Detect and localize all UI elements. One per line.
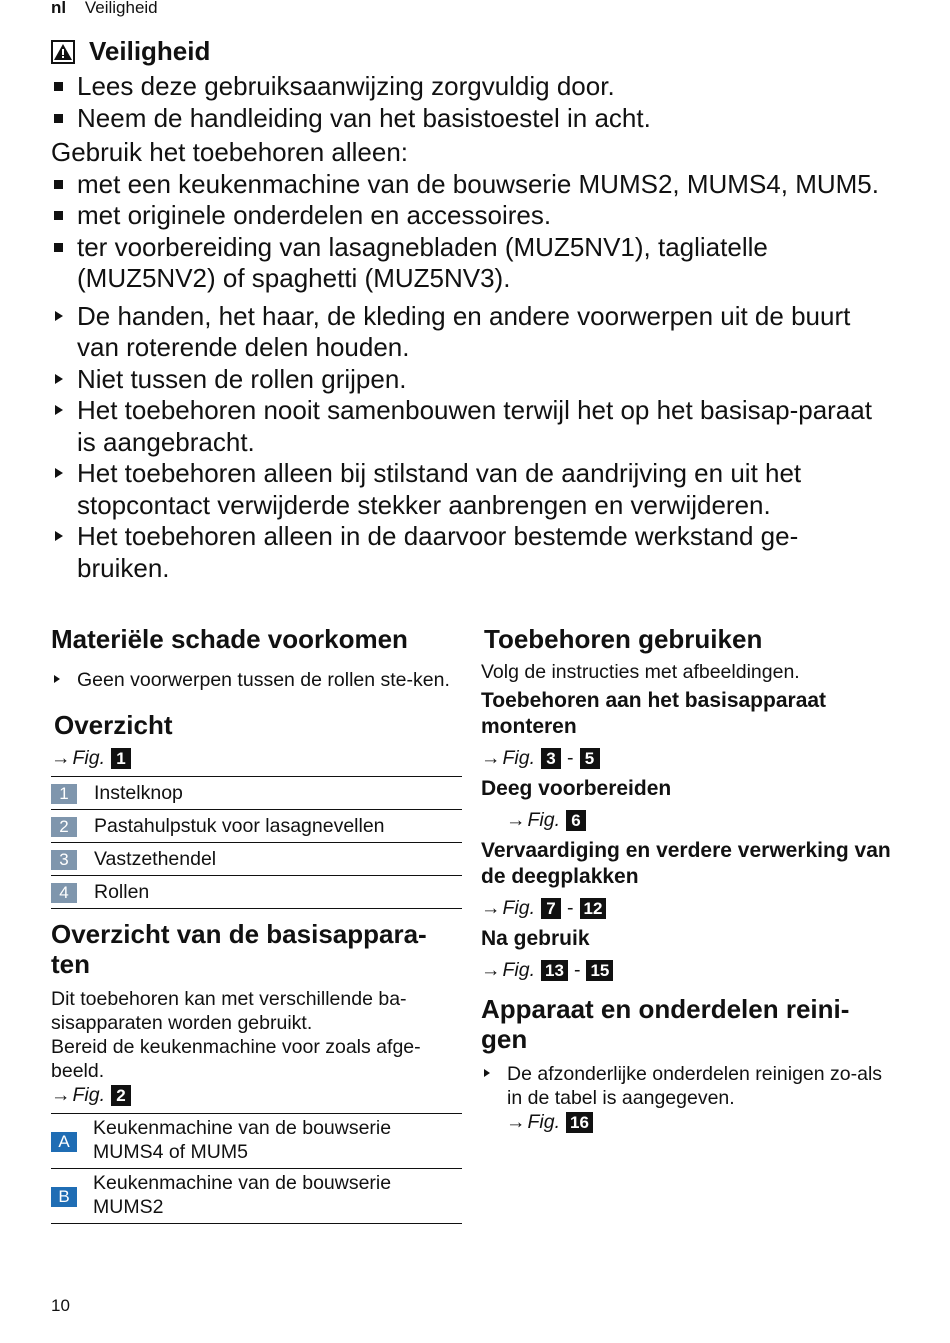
step-title: Na gebruik (481, 927, 590, 950)
fig-number: 6 (566, 810, 586, 831)
base-text: Dit toebehoren kan met verschillende ba-sisapparaten worden gebruikt. (51, 988, 407, 1034)
step-title: Vervaardiging en verdere verwerking van de deegplakken (481, 839, 891, 888)
step-title: Deeg voorbereiden (481, 777, 672, 800)
language-code: nl (51, 0, 67, 17)
fig-number: 5 (580, 748, 600, 769)
fig-reference: → Fig. 13 - 15 (481, 958, 891, 982)
arrow-icon: → (481, 959, 501, 981)
list-item: Neem de handleiding van het basistoestel in acht. (51, 103, 881, 135)
overview-title: Overzicht (54, 710, 173, 740)
list-item: met originele onderdelen en accessoires. (51, 200, 881, 232)
clean-title: Apparaat en onderdelen reini-gen (481, 994, 850, 1054)
item-key: B (51, 1187, 77, 1207)
fig-reference: → Fig. 6 (481, 808, 891, 832)
item-label: Keukenmachine van de bouwserie MUMS2 (93, 1169, 462, 1224)
list-item: Niet tussen de rollen grijpen. (51, 364, 881, 396)
fig-reference: → Fig. 1 (51, 746, 462, 770)
item-key: A (51, 1132, 77, 1152)
fig-number: 7 (541, 898, 561, 919)
arrow-icon: → (51, 1084, 71, 1106)
fig-reference: → Fig. 3 - 5 (481, 746, 891, 770)
table-row (51, 1114, 462, 1169)
damage-title: Materiële schade voorkomen (51, 624, 408, 654)
item-label: Instelknop (93, 777, 462, 810)
list-item: Lees deze gebruiksaanwijzing zorgvuldig door. (51, 71, 881, 103)
fig-number: 13 (541, 960, 568, 981)
safety-section (51, 36, 881, 584)
base-text: Bereid de keukenmachine voor zoals afge-beeld. (51, 1036, 421, 1082)
safety-title: Veiligheid (51, 36, 881, 67)
fig-reference: → Fig. 7 - 12 (481, 896, 891, 920)
item-number: 4 (51, 883, 77, 903)
list-item: met een keukenmachine van de bouwserie MUMS2, MUMS4, MUM5. (51, 169, 881, 201)
fig-number: 15 (586, 960, 613, 981)
left-column (51, 624, 462, 1224)
warning-icon (51, 40, 75, 64)
item-label: Pastahulpstuk voor lasagnevellen (93, 810, 462, 843)
fig-number: 16 (566, 1112, 593, 1133)
list-item: Het toebehoren alleen in de daarvoor bestemde werkstand ge-bruiken. (51, 521, 881, 584)
item-number: 2 (51, 817, 77, 837)
use-intro: Volg de instructies met afbeeldingen. (481, 661, 800, 683)
overview-table (51, 776, 462, 909)
fig-reference: → Fig. 16 (481, 1110, 891, 1134)
running-header (51, 0, 158, 18)
base-title: Overzicht van de basisappara-ten (51, 919, 427, 979)
list-item: Het toebehoren alleen bij stilstand van de aandrijving en uit het stopcontact verwijderde stekker aanbrengen en verwijderen. (51, 458, 881, 521)
table-row (51, 1169, 462, 1224)
list-item: De afzonderlijke onderdelen reinigen zo-als in de tabel is aangegeven. (481, 1062, 891, 1110)
item-label: Rollen (93, 876, 462, 909)
table-row (51, 777, 462, 810)
step-title: Toebehoren aan het basisapparaat monteren (481, 689, 827, 738)
arrow-icon: → (506, 809, 526, 831)
damage-list (51, 668, 462, 692)
clean-list (481, 1062, 891, 1110)
header-section: Veiligheid (84, 0, 158, 17)
arrow-icon: → (506, 1111, 526, 1133)
base-table (51, 1113, 462, 1224)
right-column (481, 624, 891, 1134)
use-intro: Gebruik het toebehoren alleen: (51, 137, 409, 167)
table-row (51, 843, 462, 876)
fig-number: 3 (541, 748, 561, 769)
item-label: Keukenmachine van de bouwserie MUMS4 of MUM5 (93, 1114, 462, 1169)
use-list (51, 169, 881, 295)
arrow-icon: → (481, 897, 501, 919)
table-row (51, 876, 462, 909)
arrow-icon: → (51, 747, 71, 769)
fig-number: 2 (111, 1085, 131, 1106)
arrow-icon: → (481, 747, 501, 769)
use-title: Toebehoren gebruiken (484, 624, 763, 654)
list-item: Geen voorwerpen tussen de rollen ste-ken. (51, 668, 462, 692)
fig-number: 1 (111, 748, 131, 769)
fig-reference: → Fig. 2 (51, 1083, 462, 1107)
list-item: ter voorbereiding van lasagnebladen (MUZ5NV1), tagliatelle (MUZ5NV2) of spaghetti (MUZ5NV3). (51, 232, 881, 295)
warning-list (51, 301, 881, 585)
list-item: De handen, het haar, de kleding en andere voorwerpen uit de buurt van roterende delen houden. (51, 301, 881, 364)
fig-number: 12 (580, 898, 607, 919)
read-list (51, 71, 881, 134)
page-number: 10 (51, 1296, 70, 1315)
item-number: 1 (51, 784, 77, 804)
item-label: Vastzethendel (93, 843, 462, 876)
table-row (51, 810, 462, 843)
list-item: Het toebehoren nooit samenbouwen terwijl het op het basisap-paraat is aangebracht. (51, 395, 881, 458)
item-number: 3 (51, 850, 77, 870)
